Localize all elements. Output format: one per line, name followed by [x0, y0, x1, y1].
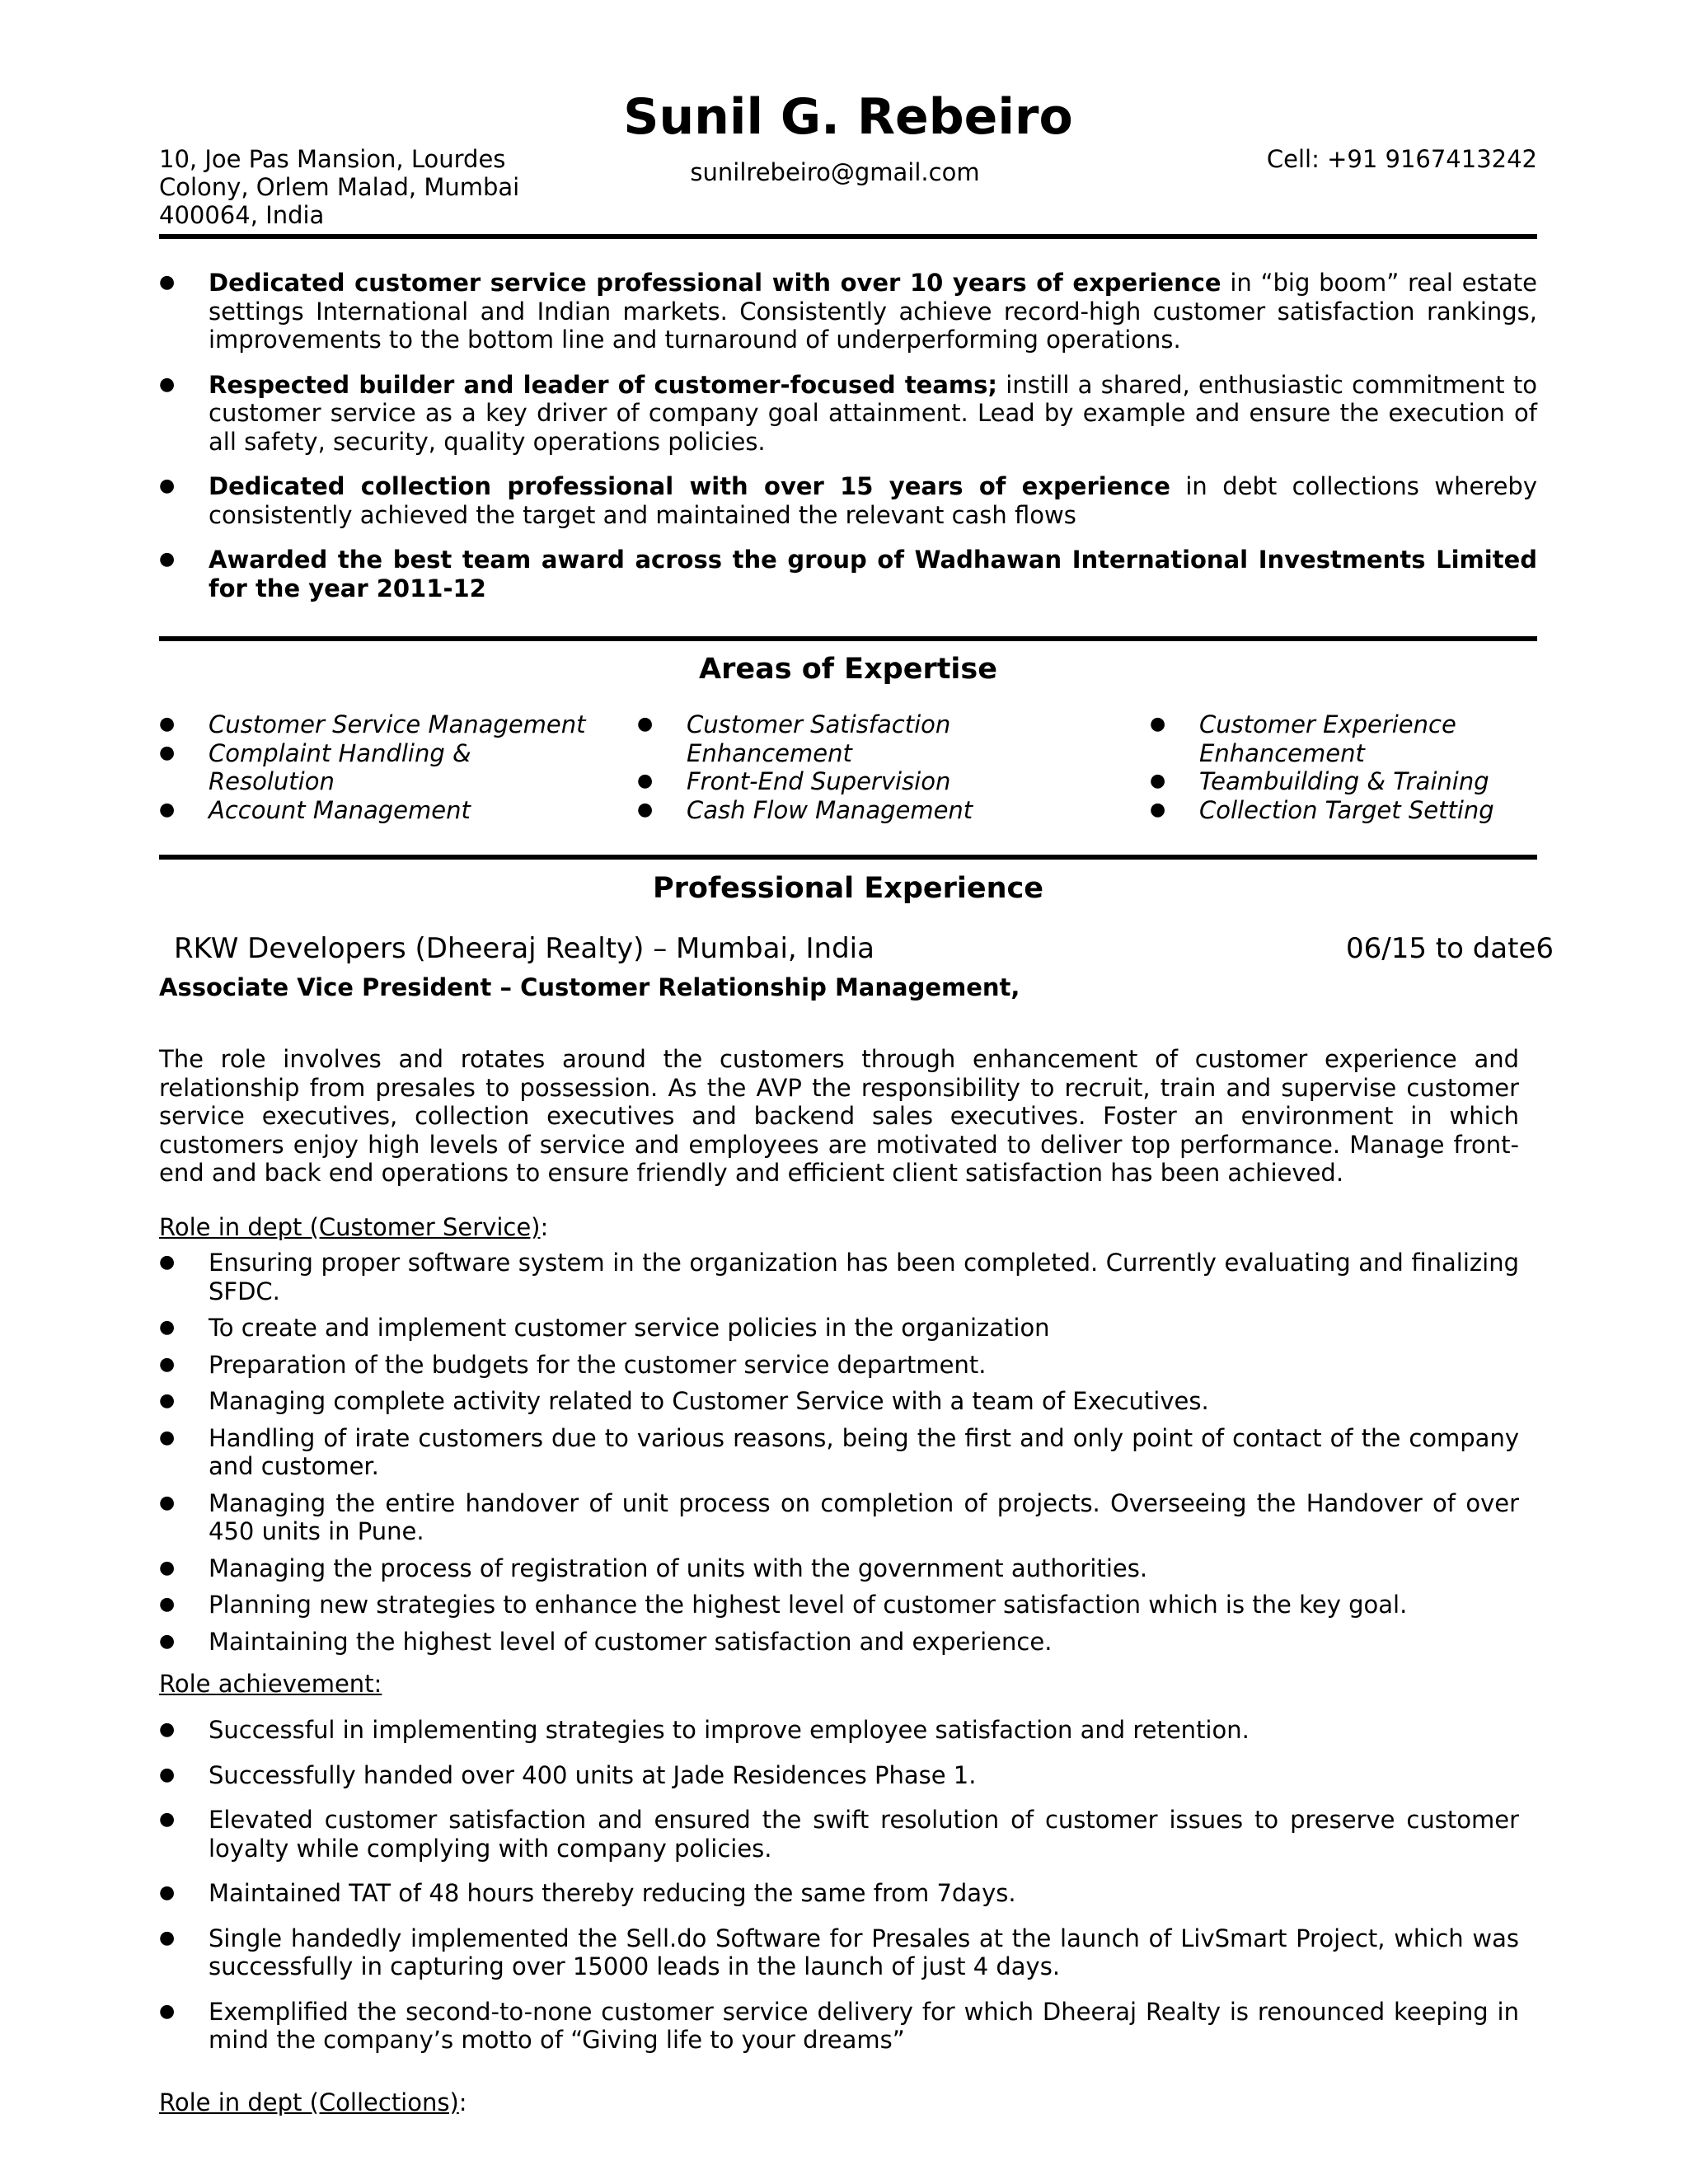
- job-title: Associate Vice President – Customer Relationship Management,: [159, 973, 1020, 1001]
- list-item: ● Elevated customer satisfaction and ensured the swift resolution of customer issues to preserve customer loyalty while complying with company policies.: [159, 1806, 1519, 1863]
- role-cs-heading: Role in dept (Customer Service):: [159, 1213, 549, 1241]
- header-divider: [159, 234, 1537, 239]
- list-item: ● Preparation of the budgets for the customer service department.: [159, 1351, 1519, 1380]
- list-item: ● Managing the entire handover of unit process on completion of projects. Overseeing the Handover of over 450 units in Pune.: [159, 1489, 1519, 1546]
- cell-number: Cell: +91 9167413242: [1266, 145, 1537, 173]
- summary-item: ● Dedicated customer service professional with over 10 years of experience in “big boom” real estate settings International and Indian markets. Consistently achieve record-high customer satisfaction rankings, improvements to the bottom line and turnaround of underperforming operations.: [159, 269, 1537, 354]
- list-item: ● Successful in implementing strategies to improve employee satisfaction and retention.: [159, 1716, 1519, 1745]
- address-line: 10, Joe Pas Mansion, Lourdes: [159, 145, 506, 173]
- resume-header: [159, 0, 1537, 239]
- list-item: ● Single handedly implemented the Sell.do Software for Presales at the launch of LivSmart Project, which was successfully in capturing over 15000 leads in the launch of just 4 days.: [159, 1924, 1519, 1981]
- expertise-grid: [159, 710, 1537, 826]
- expertise-item: ● Collection Target Setting: [1150, 796, 1537, 825]
- company-name: RKW Developers (Dheeraj Realty) – Mumbai, India: [174, 932, 874, 965]
- summary-list: [159, 269, 1537, 619]
- role-description: The role involves and rotates around the customers through enhancement of customer experience and relationship from presales to possession. As the AVP the responsibility to recruit, train and supervise customer service executives, collection executives and backend sales executives. Foster an environment in which customers enjoy high levels of service and employees are motivated to deliver top performance. Manage front-end and back end operations to ensure friendly and efficient client satisfaction has been achieved.: [159, 1045, 1519, 1187]
- role-cs-list: [159, 1249, 1519, 1664]
- resume-page: [159, 0, 1554, 2116]
- employment-dates: 06/15 to date6: [1345, 932, 1554, 965]
- expertise-item: ● Front-End Supervision: [637, 767, 1115, 796]
- list-item: ● To create and implement customer service policies in the organization: [159, 1314, 1519, 1343]
- summary-item: ● Dedicated collection professional with over 15 years of experience in debt collections whereby consistently achieved the target and maintained the relevant cash flows: [159, 472, 1537, 529]
- expertise-item: ● Customer Satisfaction Enhancement: [637, 710, 1115, 767]
- expertise-column: [1150, 710, 1537, 824]
- expertise-item: ● Cash Flow Management: [637, 796, 1115, 825]
- list-item: ● Successfully handed over 400 units at Jade Residences Phase 1.: [159, 1761, 1519, 1790]
- role-collections-heading: Role in dept (Collections):: [159, 2088, 467, 2116]
- experience-divider: [159, 855, 1537, 860]
- summary-item: ● Respected builder and leader of customer-focused teams; instill a shared, enthusiastic commitment to customer service as a key driver of company goal attainment. Lead by example and ensure the execution of all safety, security, quality operations policies.: [159, 371, 1537, 457]
- list-item: ● Handling of irate customers due to various reasons, being the first and only point of contact of the company and customer.: [159, 1424, 1519, 1481]
- candidate-name: Sunil G. Rebeiro: [623, 88, 1073, 146]
- list-item: ● Managing the process of registration of units with the government authorities.: [159, 1554, 1519, 1583]
- expertise-column: [159, 710, 588, 824]
- expertise-column: [637, 710, 1115, 824]
- expertise-item: ● Complaint Handling & Resolution: [159, 739, 588, 796]
- role-achievement-list: [159, 1716, 1519, 2071]
- address-line: 400064, India: [159, 201, 325, 229]
- email-address: sunilrebeiro@gmail.com: [690, 158, 980, 186]
- list-item: ● Maintained TAT of 48 hours thereby reducing the same from 7days.: [159, 1879, 1519, 1908]
- experience-heading: Professional Experience: [652, 872, 1044, 905]
- list-item: ● Exemplified the second-to-none customer service delivery for which Dheeraj Realty is renounced keeping in mind the company’s motto of “Giving life to your dreams”: [159, 1998, 1519, 2055]
- list-item: ● Managing complete activity related to Customer Service with a team of Executives.: [159, 1387, 1519, 1416]
- list-item: ● Ensuring proper software system in the organization has been completed. Currently evaluating and finalizing SFDC.: [159, 1249, 1519, 1305]
- expertise-item: ● Customer Experience Enhancement: [1150, 710, 1537, 767]
- role-achievement-heading: Role achievement:: [159, 1670, 382, 1698]
- expertise-divider: [159, 636, 1537, 641]
- list-item: ● Maintaining the highest level of customer satisfaction and experience.: [159, 1628, 1519, 1657]
- expertise-item: ● Account Management: [159, 796, 588, 825]
- expertise-item: ● Customer Service Management: [159, 710, 588, 739]
- address-line: Colony, Orlem Malad, Mumbai: [159, 173, 520, 201]
- list-item: ● Planning new strategies to enhance the highest level of customer satisfaction which is the key goal.: [159, 1591, 1519, 1619]
- expertise-heading: Areas of Expertise: [698, 653, 997, 686]
- expertise-item: ● Teambuilding & Training: [1150, 767, 1537, 796]
- summary-item: ● Awarded the best team award across the group of Wadhawan International Investments Limited for the year 2011-12: [159, 546, 1537, 602]
